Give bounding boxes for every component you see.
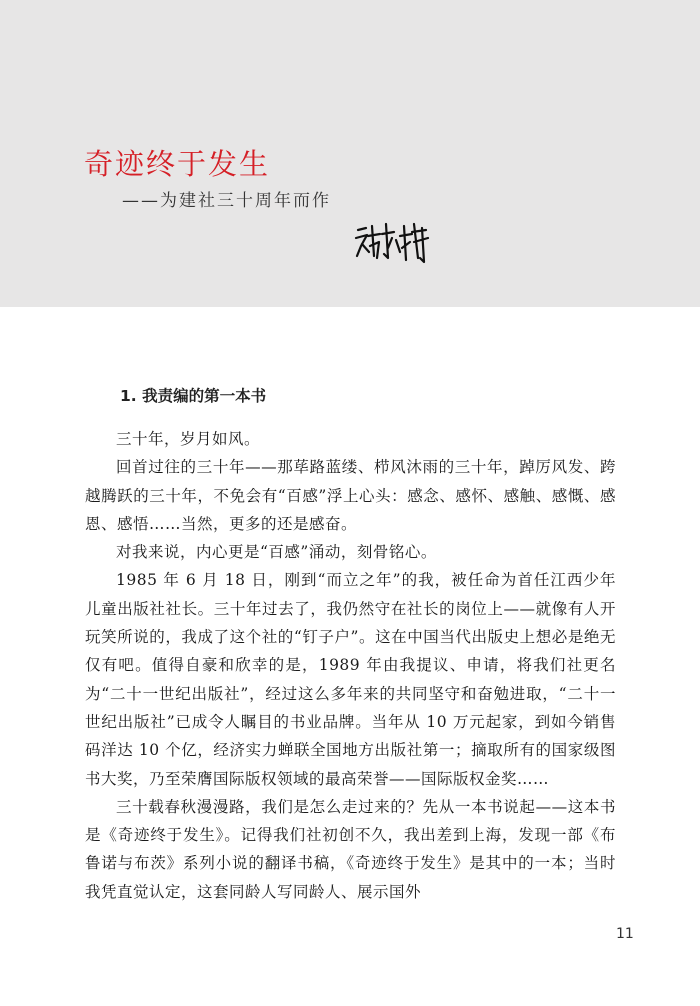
article-title: 奇迹终于发生 xyxy=(84,147,271,181)
paragraph: 三十载春秋漫漫路，我们是怎么走过来的？先从一本书说起——这本书是《奇迹终于发生》。记得我们社初创不久，我出差到上海，发现一部《布鲁诺与布茨》系列小说的翻译书稿，《奇迹终于发生》是其中的一本；当时我凭直觉认定，这套同龄人写同龄人、展示国外 xyxy=(85,797,616,901)
article-subtitle: ——为建社三十周年而作 xyxy=(122,191,331,211)
paragraph: 1985 年 6 月 18 日，刚到“而立之年”的我，被任命为首任江西少年儿童出版社社长。三十年过去了，我仍然守在社长的岗位上——就像有人开玩笑所说的，我成了这个社的“钉子户”。这在中国当代出版史上想必是绝无仅有吧。值得自豪和欣幸的是，1989 年由我提议、申请，将我们社更名为“二十一世纪出版社”，经过这么多年来的共同坚守和奋勉进取，“二十一世纪出版社”已成令人瞩目的书业品牌。当年从 10 万元起家，到如今销售码洋达 10 个亿，经济实力蝉联全国地方出版社第一；摘取所有的国家级图书大奖，乃至荣膺国际版权领域的最高荣誉——国际版权金奖…… xyxy=(85,571,616,788)
paragraph: 对我来说，内心更是“百感”涌动，刻骨铭心。 xyxy=(116,543,437,562)
body-text xyxy=(85,425,616,906)
paragraph: 回首过往的三十年——那荜路蓝缕、栉风沐雨的三十年，踔厉风发、跨越腾跃的三十年，不免会有“百感”浮上心头：感念、感怀、感触、感慨、感恩、感悟……当然，更多的还是感奋。 xyxy=(85,458,616,533)
author-signature xyxy=(352,218,434,268)
paragraph: 三十年，岁月如风。 xyxy=(116,430,261,448)
section-heading: 1. 我责编的第一本书 xyxy=(120,387,267,405)
page-number: 11 xyxy=(616,926,634,942)
